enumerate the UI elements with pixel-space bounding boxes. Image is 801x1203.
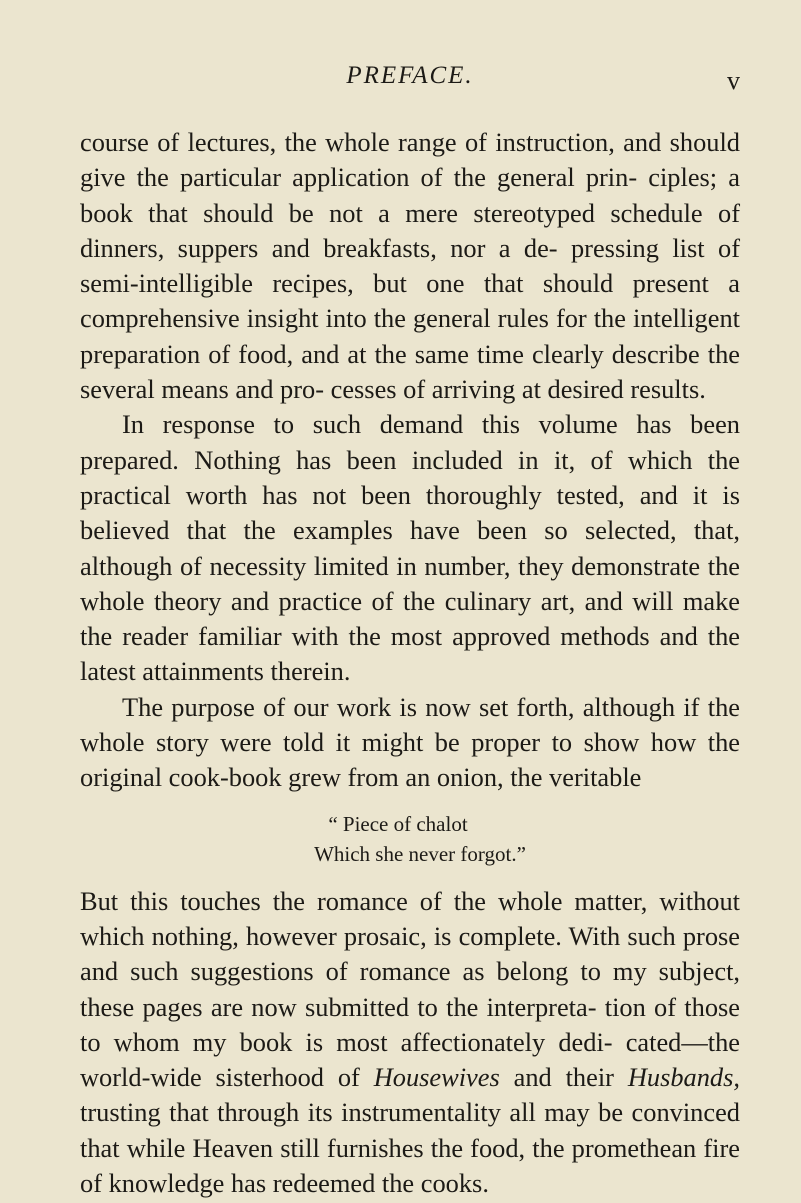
paragraph-4-part-2: and their (513, 1062, 614, 1093)
paragraph-1: course of lectures, the whole range of instruction, and should give the particular application of the general prin- ciples; a book that should be not a mere stereotyped schedule of dinners, suppers and breakfasts, nor a de- pressing list of semi-intelligible recipes, but one that should present a comprehensive insight into the general rules for the intelligent preparation of food, and at the same time clearly describe the several means and pro- cesses of arriving at desired results. (80, 127, 740, 405)
paragraph-4-part-1: But this touches the romance of the whole matter, without which nothing, however prosaic, is complete. With such prose and such suggestions of romance as belong to my subject, these pages are now submitted to the interpreta- tion of those to whom my book is most affectionately dedi- cated—the world-wide sisterhood of (80, 885, 740, 1093)
paragraph-2: In response to such demand this volume has been prepared. Nothing has been included in it, of which the practical worth has not been thoroughly tested, and it is believed that the examples have been so selected, that, although of necessity limited in number, they demonstrate the whole theory and practice of the culinary art, and will make the reader familiar with the most approved methods and the latest attainments therein. (80, 409, 740, 687)
page-header (80, 62, 740, 102)
paragraph-4-part-3: trusting that through its instrumentality all may be convinced that while Heaven still furnishes the food, the promethean fire of knowledge has redeemed the cooks. (80, 1097, 740, 1199)
paragraph-3: The purpose of our work is now set forth, although if the whole story were told it might be proper to show how the original cook-book grew from an onion, the veritable (80, 691, 740, 793)
page-number: v (727, 66, 740, 95)
verse-line-1: “ Piece of chalot (328, 811, 468, 836)
housewives-word: Housewives (373, 1062, 500, 1093)
running-title: PREFACE. (346, 62, 474, 89)
verse-quote (80, 809, 740, 869)
husbands-word: Husbands, (627, 1062, 740, 1093)
paragraph-4 (80, 884, 740, 1202)
verse-line-2: Which she never forgot.” (314, 841, 526, 866)
body-text (80, 125, 740, 1201)
